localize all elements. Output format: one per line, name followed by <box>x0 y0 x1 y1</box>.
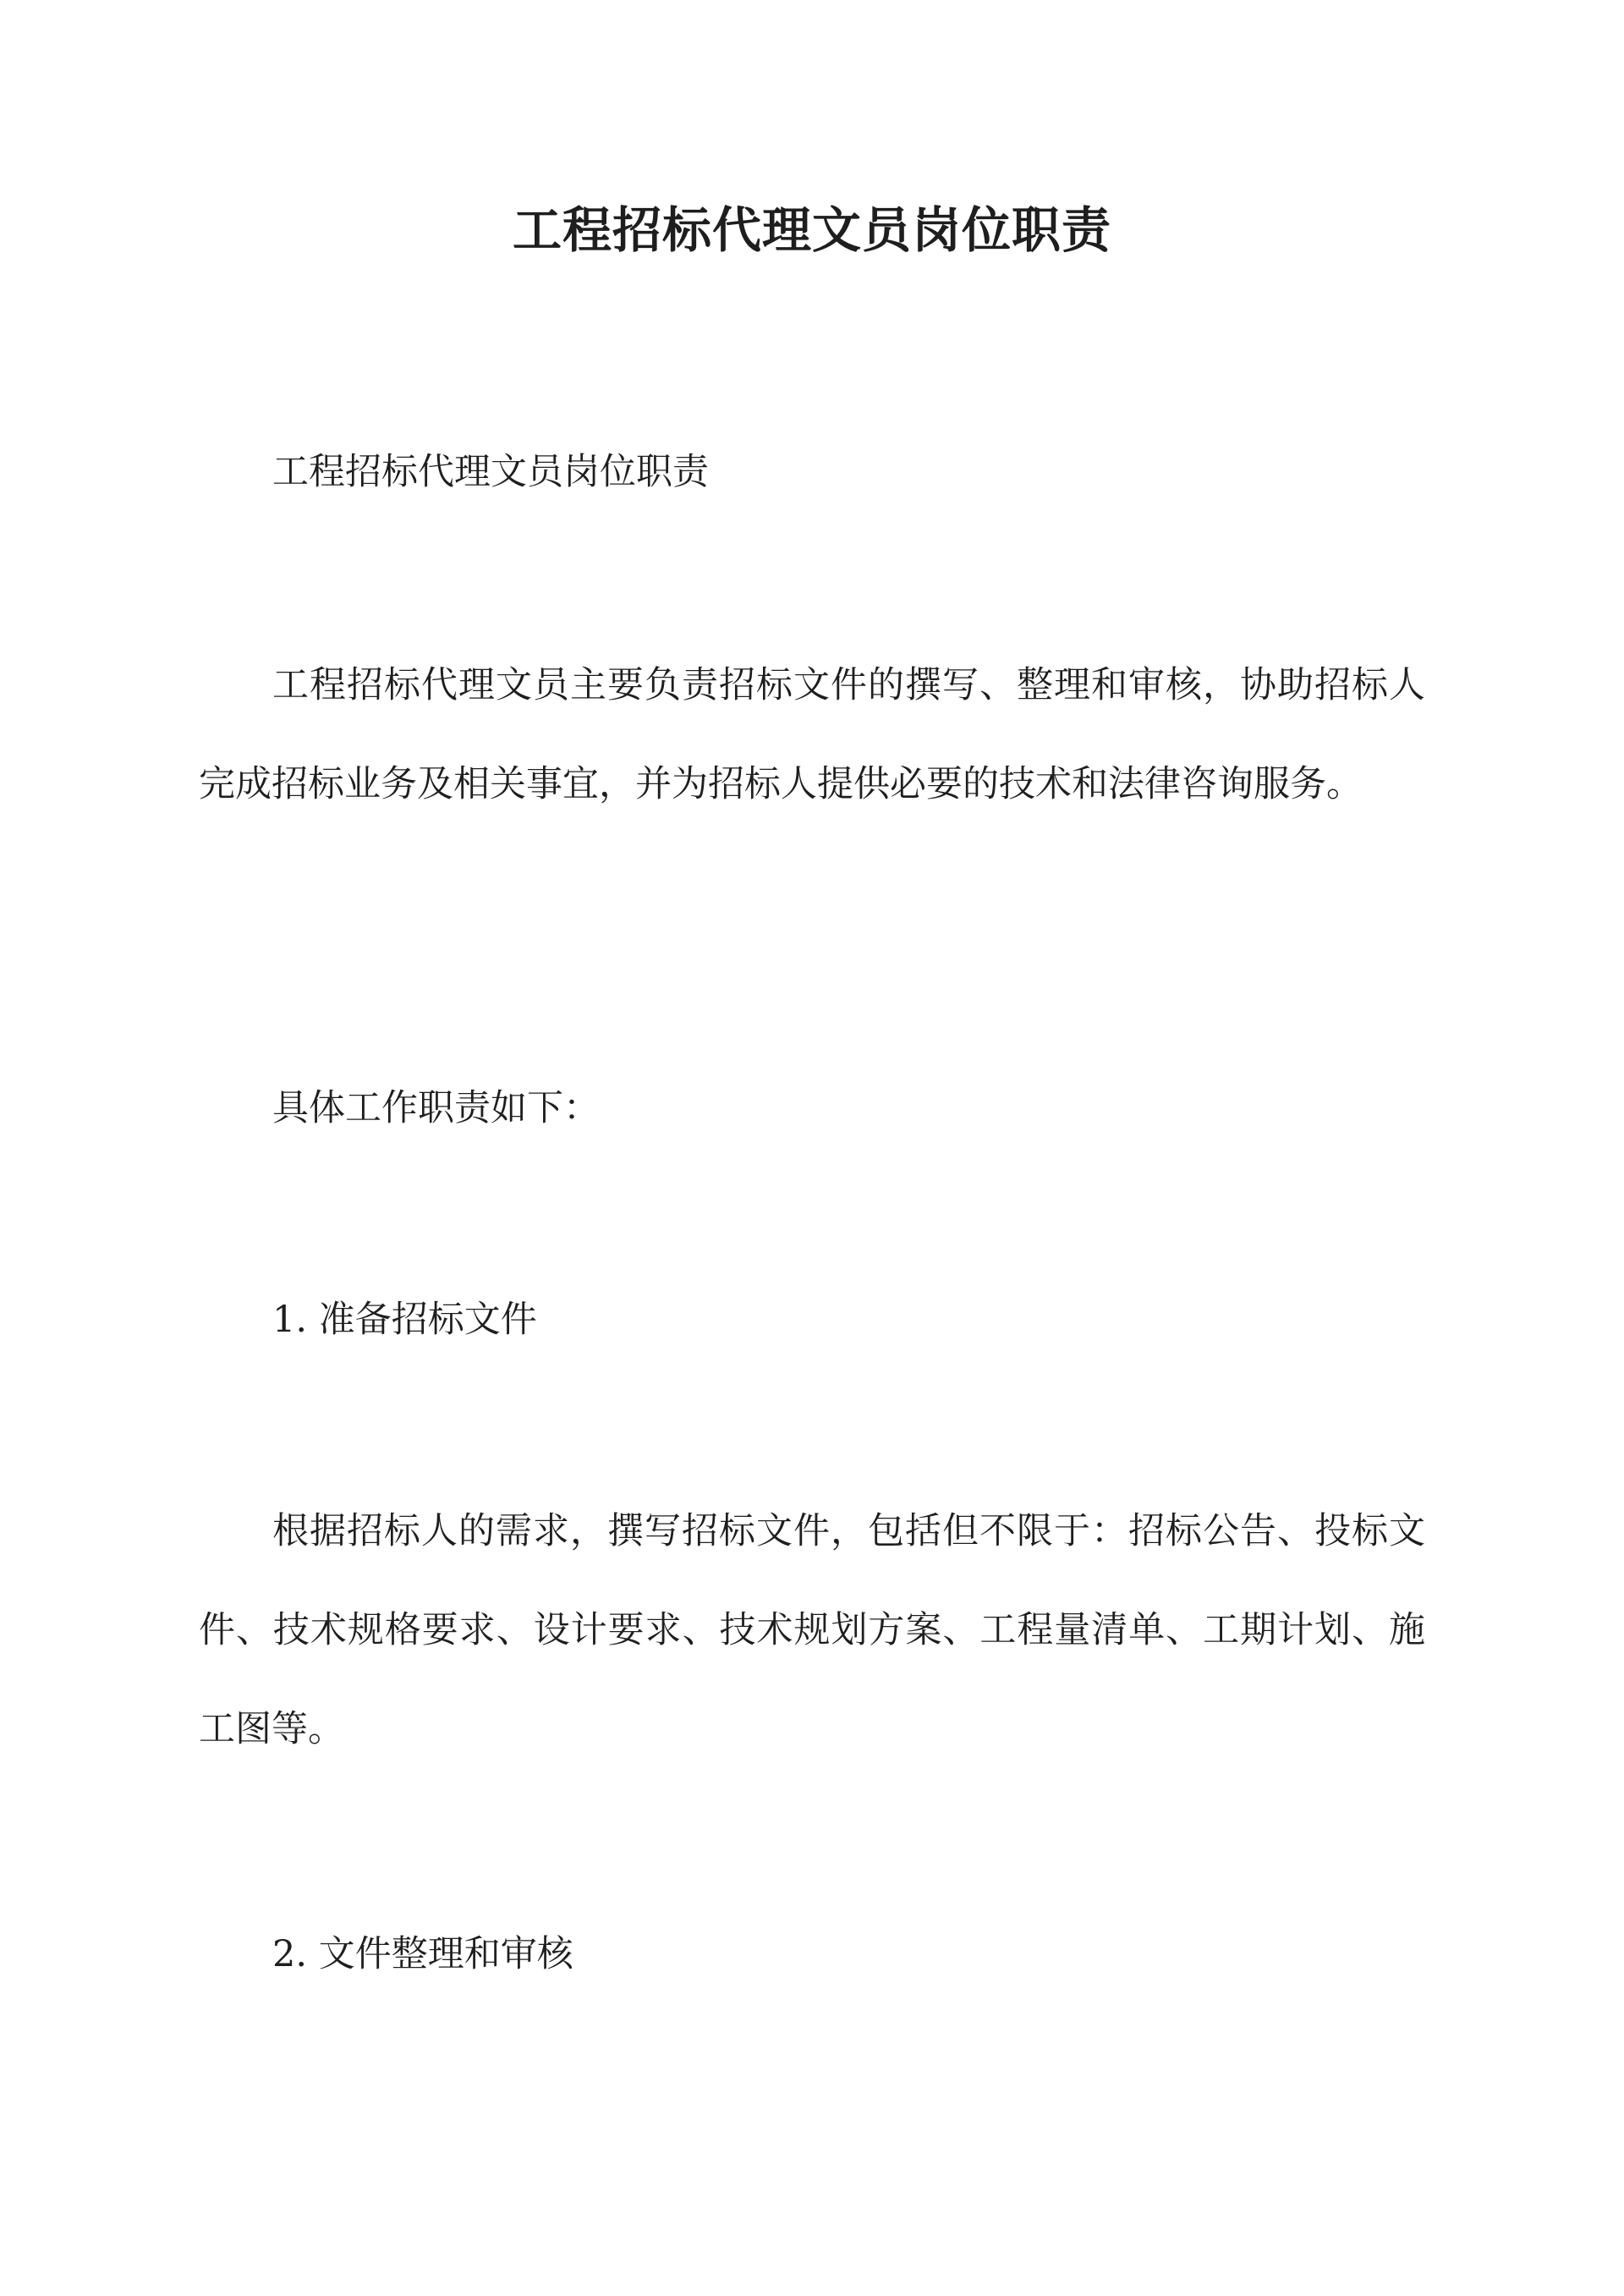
duty-1-description: 根据招标人的需求，撰写招标文件，包括但不限于：招标公告、投标文件、技术规格要求、设计要求、技术规划方案、工程量清单、工期计划、施工图等。 <box>199 1510 1425 1750</box>
duties-intro-paragraph: 具体工作职责如下： <box>272 1087 600 1129</box>
subtitle-paragraph: 工程招标代理文员岗位职责 <box>272 451 709 493</box>
duty-1-heading: 1. 准备招标文件 <box>272 1299 537 1341</box>
intro-paragraph: 工程招标代理文员主要负责招标文件的撰写、整理和审核，协助招标人完成招标业务及相关事宜，并为招标人提供必要的技术和法律咨询服务。 <box>199 664 1425 805</box>
duty-2-heading: 2. 文件整理和审核 <box>272 1933 573 1975</box>
document-title: 工程招标代理文员岗位职责 <box>512 201 1111 259</box>
